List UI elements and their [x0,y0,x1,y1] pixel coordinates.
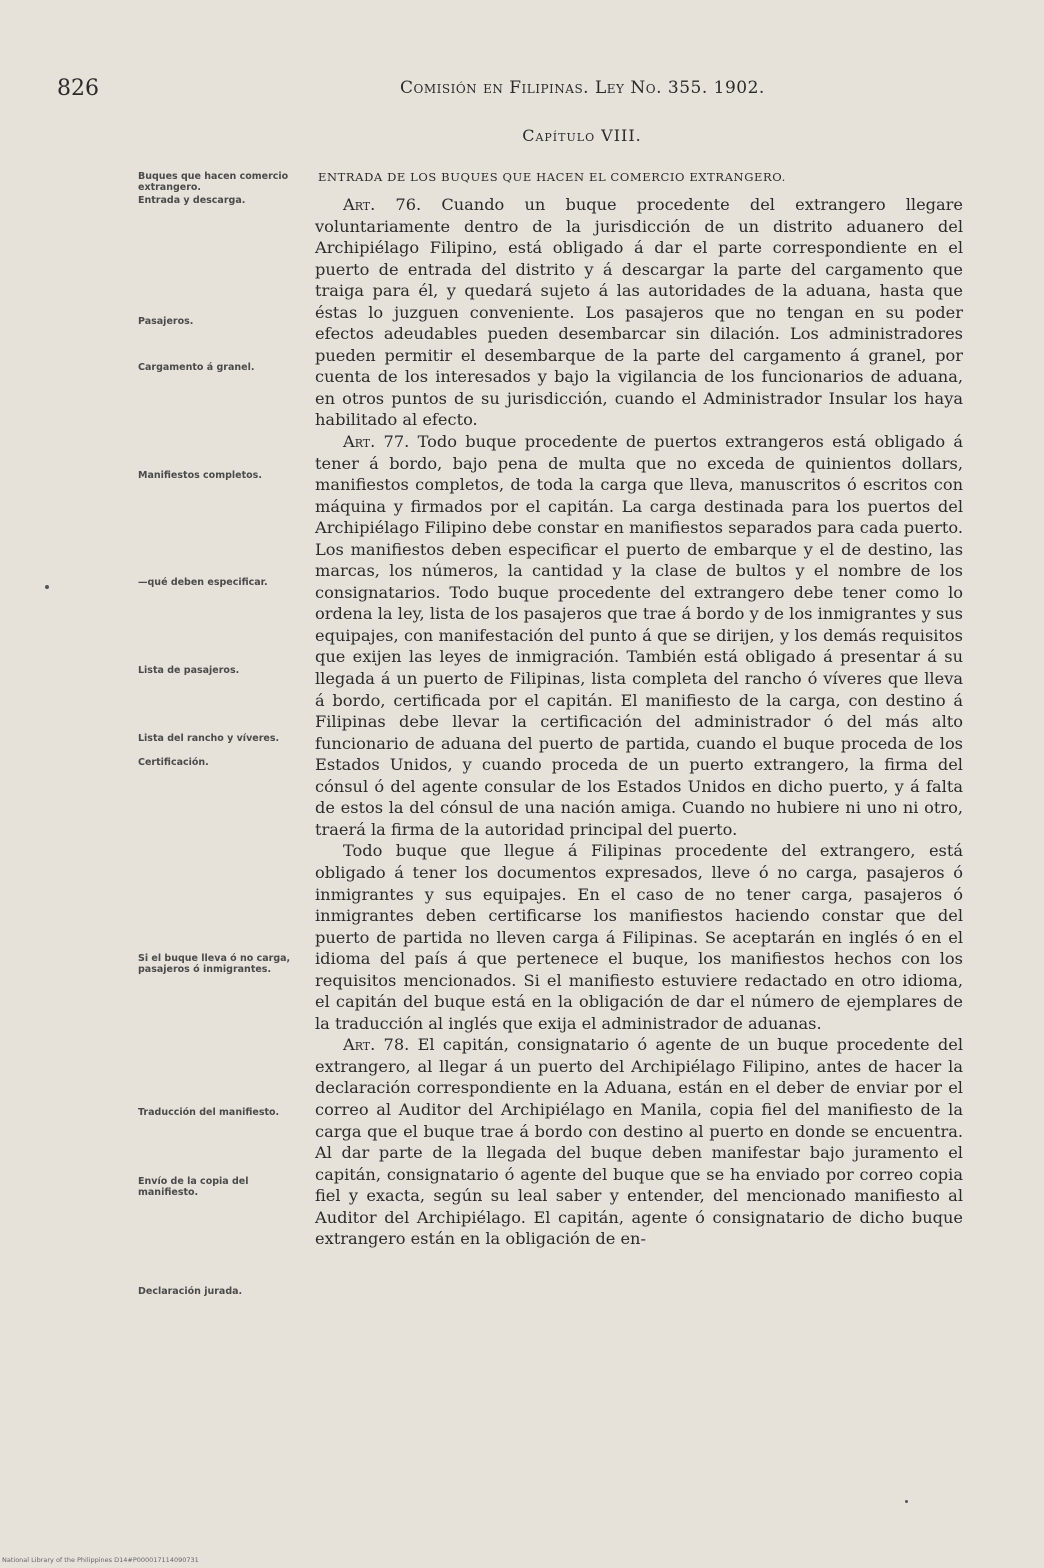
margin-note: Manifiestos completos. [138,470,262,481]
margin-note: Traducción del manifiesto. [138,1107,280,1118]
running-head: Comisión en Filipinas. Ley No. 355. 1902. [400,78,765,98]
paragraph-continuation [315,840,963,1034]
article-label: Art. 78. [343,1035,410,1055]
paragraph-art-76 [315,194,963,431]
paragraph-text: Cuando un buque procedente del extrangero llegare voluntariamente dentro de la jurisdicción de un distrito aduanero del Archipiélago Filipino, está obligado á dar el parte correspondiente en el puerto de entrada del distrito y á descargar la parte del cargamento que traiga para él, y quedará sujeto á las autoridades de la aduana, hasta que éstas lo juzguen conveniente. Los pasajeros que no tengan en su poder efectos adeudables pueden desembarcar sin dilación. Los administradores pueden permitir el desembarque de la parte del cargamento á granel, por cuenta de los interesados y bajo la vigilancia de los funcionarios de aduana, en otros puntos de su jurisdicción, cuando el Administrador Insular los haya habilitado al efecto. [315,195,963,430]
page-number: 826 [57,76,99,101]
margin-note: Lista de pasajeros. [138,665,240,676]
paragraph-art-78 [315,1034,963,1249]
paragraph-art-77 [315,431,963,840]
scan-footer: National Library of the Philippines D14#P000017114090731 [2,1556,199,1564]
margin-note: Lista del rancho y víveres. [138,733,280,744]
paragraph-text: Todo buque que llegue á Filipinas procedente del extrangero, está obligado á tener los documentos expresados, lleve ó no carga, pasajeros ó inmigrantes y sus equipajes. En el caso de no tener carga, pasajeros ó inmigrantes deben certificarse los manifiestos haciendo constar que del puerto de partida no lleven carga á Filipinas. Se aceptarán en inglés ó en el idioma del país á que pertenece el buque, los manifiestos hechos con los requisitos mencionados. Si el manifiesto estuviere redactado en otro idioma, el capitán del buque está en la obligación de dar el número de ejemplares de la traducción al inglés que exija el administrador de aduanas. [315,841,963,1033]
margin-note: Cargamento á granel. [138,362,255,373]
article-label: Art. 77. [343,432,410,452]
speck-mark [905,1500,908,1503]
speck-mark [45,585,49,589]
margin-note: Envío de la copia del manifiesto. [138,1176,249,1198]
margin-note: Entrada y descarga. [138,195,246,206]
chapter-title: Capítulo VIII. [522,126,642,145]
chapter-subtitle: ENTRADA DE LOS BUQUES QUE HACEN EL COMERCIO EXTRANGERO. [318,170,786,184]
margin-note: Si el buque lleva ó no carga, pasajeros ó inmigrantes. [138,953,291,975]
margin-note: Certificación. [138,757,209,768]
article-label: Art. 76. [343,195,422,214]
page-header [40,76,1000,106]
margin-note: Declaración jurada. [138,1286,243,1297]
margin-note: —qué deben especificar. [138,577,268,588]
margin-note: Pasajeros. [138,316,194,327]
body-text [315,194,963,1250]
paragraph-text: Todo buque procedente de puertos extrangeros está obligado á tener á bordo, bajo pena de multa que no exceda de quinientos dollars, manifiestos completos, de toda la carga que lleva, manuscritos ó escritos con máquina y firmados por el capitán. La carga destinada para los puertos del Archipiélago Filipino debe constar en manifiestos separados para cada puerto. Los manifiestos deben especificar el puerto de embarque y el de destino, las marcas, los números, la cantidad y la clase de bultos y el nombre de los consignatarios. Todo buque procedente del extrangero debe tener como lo ordena la ley, lista de los pasajeros que trae á bordo y de los inmigrantes y sus equipajes, con manifestación del punto á que se dirijen, y los demás requisitos que exijen las leyes de inmigración. También está obligado á presentar á su llegada á un puerto de Filipinas, lista completa del rancho ó víveres que lleva á bordo, certificada por el capitán. El manifiesto de la carga, con destino á Filipinas debe llevar la certificación del administrador ó del más alto funcionario de aduana del puerto de partida, cuando el buque proceda de los Estados Unidos, y cuando proceda de un puerto extrangero, la firma del cónsul ó del agente consular de los Estados Unidos en dicho puerto, y á falta de estos la del cónsul de una nación amiga. Cuando no hubiere ni uno ni otro, traerá la firma de la autoridad principal del puerto. [315,432,963,839]
paragraph-text: El capitán, consignatario ó agente de un buque procedente del extrangero, al llegar á un puerto del Archipiélago Filipino, antes de hacer la declaración correspondiente en la Aduana, están en el deber de enviar por el correo al Auditor del Archipiélago en Manila, copia fiel del manifiesto de la carga que el buque trae á bordo con destino al puerto en donde se encuentra. Al dar parte de la llegada del buque deben manifestar bajo juramento el capitán, consignatario ó agente del buque que se ha enviado por correo copia fiel y exacta, según su leal saber y entender, del mencionado manifiesto al Auditor del Archipiélago. El capitán, agente ó consignatario de dicho buque extrangero están en la obligación de en- [315,1035,963,1249]
margin-note: Buques que hacen comercio extrangero. [138,171,289,193]
